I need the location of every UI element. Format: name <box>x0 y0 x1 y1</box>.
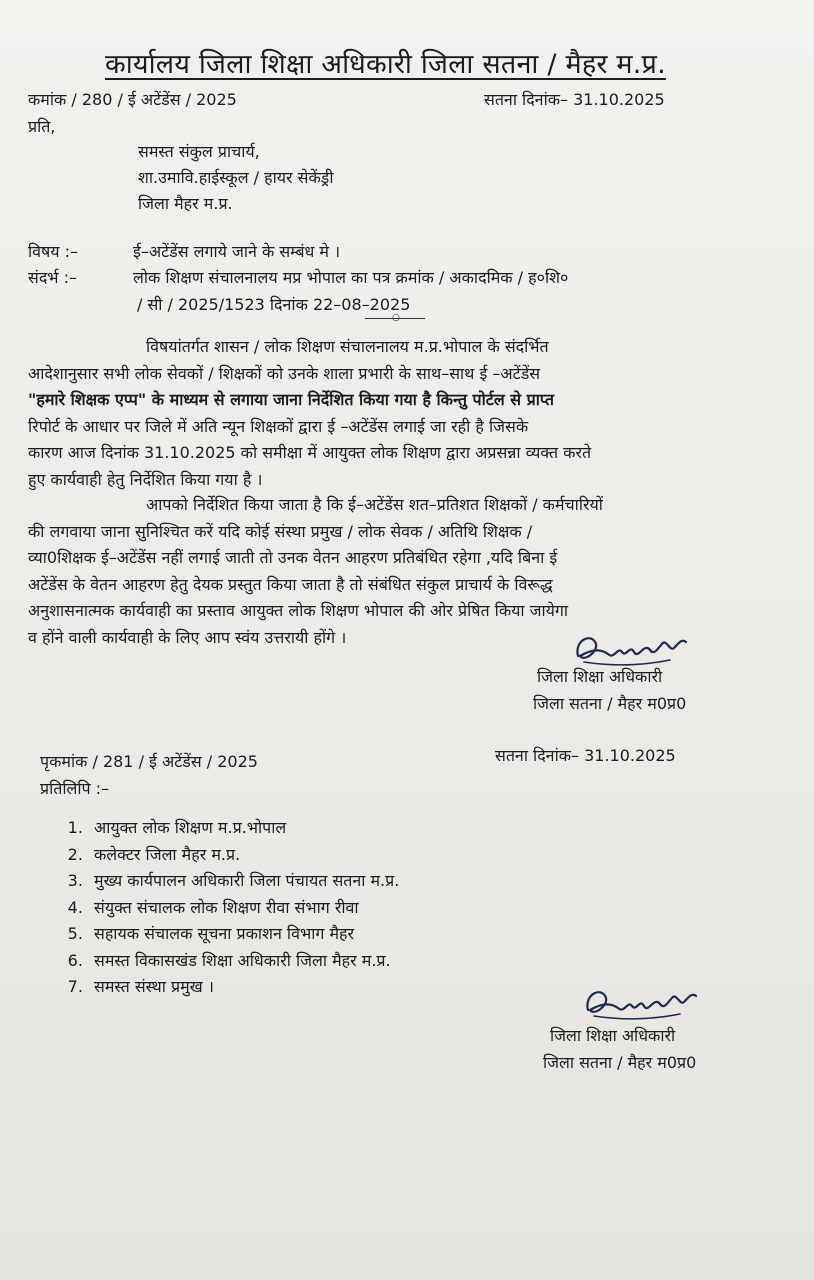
paragraph-line: "हमारे शिक्षक एप्प" के माध्यम से लगाया जाना निर्देशित किया गया है किन्तु पोर्टल से प्राप्त <box>28 390 554 409</box>
officer-signature-2 <box>580 980 720 1028</box>
copy-recipients-list <box>50 815 399 1001</box>
divider-ornament-icon: ○ <box>392 313 400 323</box>
paragraph-line: व होंने वाली कार्यवाही के लिए आप स्वंय उत्तरायी होंगे । <box>28 627 347 647</box>
paragraph-line: हुए कार्यवाही हेतु निर्देशित किया गया है । <box>28 469 263 489</box>
office-header-title: कार्यालय जिला शिक्षा अधिकारी जिला सतना / मैहर म.प्र. <box>105 49 666 80</box>
paragraph-line: आपको निर्देशित किया जाता है कि ई–अटेंडेंस शत–प्रतिशत शिक्षकों / कर्मचारियों <box>146 495 603 514</box>
endorsement-reference-number: पृकमांक / 281 / ई अटेंडेंस / 2025 <box>40 752 258 771</box>
to-label: प्रति, <box>28 117 56 136</box>
list-item: 5. सहायक संचालक सूचना प्रकाशन विभाग मैहर <box>88 921 399 948</box>
signature-title: जिला शिक्षा अधिकारी <box>537 667 663 686</box>
signature-district: जिला सतना / मैहर म0प्र0 <box>533 694 687 713</box>
list-item: 1. आयुक्त लोक शिक्षण म.प्र.भोपाल <box>88 815 399 842</box>
reference-text-line: / सी / 2025/1523 दिनांक 22–08–2025 <box>137 295 411 314</box>
letter-place-date: सतना दिनांक– 31.10.2025 <box>484 90 665 109</box>
reference-text-line: लोक शिक्षण संचालनालय मप्र भोपाल का पत्र क्रमांक / अकादमिक / ह०शि० <box>133 268 569 287</box>
letter-reference-number: कमांक / 280 / ई अटेंडेंस / 2025 <box>28 90 237 109</box>
paragraph-line: विषयांतर्गत शासन / लोक शिक्षण संचालनालय म.प्र.भोपाल के संदर्भित <box>146 337 549 356</box>
paragraph-line: आदेशानुसार सभी लोक सेवकों / शिक्षकों को उनके शाला प्रभारी के साथ–साथ ई –अटेंडेंस <box>28 363 541 383</box>
paragraph-line: व्या0शिक्षक ई–अटेंडेंस नहीं लगाई जाती तो उनक वेतन आहरण प्रतिबंधित रहेगा ,यदि बिना ई <box>28 548 558 567</box>
list-item: 2. कलेक्टर जिला मैहर म.प्र. <box>88 842 399 869</box>
endorsement-place-date: सतना दिनांक– 31.10.2025 <box>495 746 676 765</box>
list-item: 3. मुख्य कार्यपालन अधिकारी जिला पंचायत सतना म.प्र. <box>88 868 399 895</box>
paragraph-line: कारण आज दिनांक 31.10.2025 को समीक्षा में आयुक्त लोक शिक्षण द्वारा अप्रसन्ना व्यक्त करते <box>28 443 592 462</box>
recipient-line: शा.उमावि.हाईस्कूल / हायर सेकेंड्री <box>138 168 334 187</box>
signature-district: जिला सतना / मैहर म0प्र0 <box>543 1053 697 1072</box>
paragraph-line: अनुशासनात्मक कार्यवाही का प्रस्ताव आयुक्त लोक शिक्षण भोपाल की ओर प्रेषित किया जायेगा <box>28 601 569 620</box>
body-paragraph-1 <box>28 334 788 493</box>
subject-text: ई–अटेंडेंस लगाये जाने के सम्बंध मे । <box>133 242 341 261</box>
paragraph-line: रिपोर्ट के आधार पर जिले में अति न्यून शिक्षकों द्वारा ई –अटेंडेंस लगाई जा रही है जिसके <box>28 416 529 436</box>
list-item: 6. समस्त विकासखंड शिक्षा अधिकारी जिला मैहर म.प्र. <box>88 948 399 975</box>
recipient-line: समस्त संकुल प्राचार्य, <box>138 142 260 161</box>
recipient-line: जिला मैहर म.प्र. <box>138 194 233 213</box>
signature-title: जिला शिक्षा अधिकारी <box>550 1026 676 1045</box>
subject-label: विषय :– <box>28 242 79 261</box>
list-item: 7. समस्त संस्था प्रमुख । <box>88 974 399 1001</box>
list-item: 4. संयुक्त संचालक लोक शिक्षण रीवा संभाग रीवा <box>88 895 399 922</box>
copy-to-label: प्रतिलिपि :– <box>40 779 110 798</box>
paragraph-line: अटेंडेंस के वेतन आहरण हेतु देयक प्रस्तुत किया जाता है तो संबंधित संकुल प्राचार्य के विरूद्ध <box>28 574 553 594</box>
reference-label: संदर्भ :– <box>28 268 78 287</box>
paragraph-line: की लगवाया जाना सुनिश्चित करें यदि कोई संस्था प्रमुख / लोक सेवक / अतिथि शिक्षक / <box>28 521 533 541</box>
